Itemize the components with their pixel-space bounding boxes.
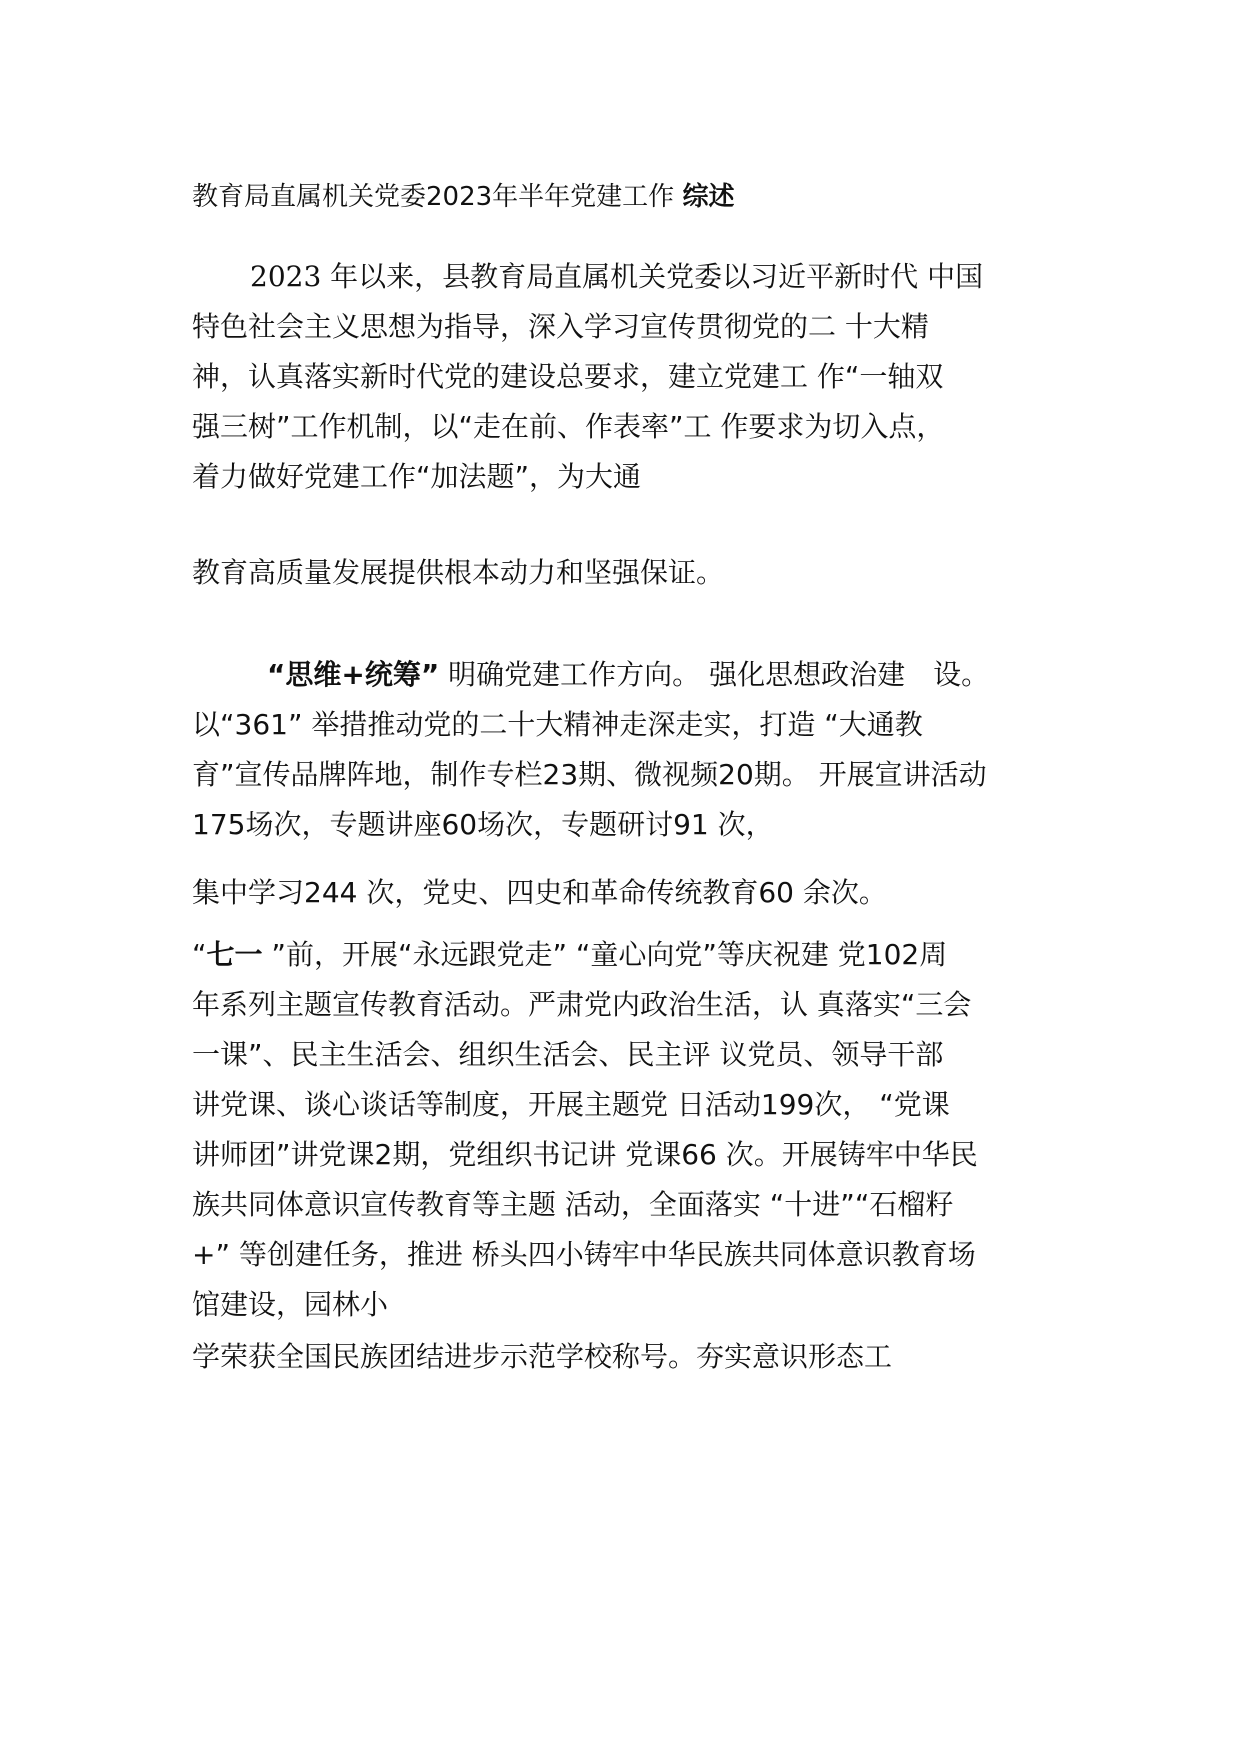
paragraph-line: 育”宣传品牌阵地，制作专栏23期、微视频20期。 开展宣讲活动 <box>192 758 987 791</box>
paragraph-line: 年系列主题宣传教育活动。严肃党内政治生活，认 真落实“三会 <box>192 988 972 1021</box>
paragraph-line: 特色社会主义思想为指导，深入学习宣传贯彻党的二 十大精 <box>192 310 929 343</box>
title-bold: 综述 <box>682 182 735 212</box>
paragraph-line: 175场次，专题讲座60场次，专题研讨91 次， <box>192 808 774 841</box>
paragraph-line: +” 等创建任务，推进 桥头四小铸牢中华民族共同体意识教育场 <box>192 1238 976 1271</box>
paragraph-line: 神，认真落实新时代党的建设总要求，建立党建工 作“一轴双 <box>192 360 944 393</box>
paragraph-line: 强三树”工作机制，以“走在前、作表率”工 作要求为切入点， <box>192 410 945 443</box>
title-main: 教育局直属机关党委2023年半年党建工作 <box>192 182 675 212</box>
paragraph-line: 集中学习244 次，党史、四史和革命传统教育60 余次。 <box>192 876 887 909</box>
paragraph-1-continued <box>192 548 1092 598</box>
paragraph-line: 教育高质量发展提供根本动力和坚强保证。 <box>192 556 725 589</box>
paragraph-3-continued <box>192 1332 1092 1382</box>
paragraph-2 <box>192 650 1092 850</box>
paragraph-1 <box>192 252 1092 502</box>
paragraph-line: “七一 ”前，开展“永远跟党走” “童心向党”等庆祝建 党102周 <box>192 938 948 971</box>
paragraph-line: 以“361” 举措推动党的二十大精神走深走实，打造 “大通教 <box>192 708 923 741</box>
paragraph-3 <box>192 930 1092 1330</box>
paragraph-2-continued <box>192 868 1092 918</box>
paragraph-line: 讲党课、谈心谈话等制度，开展主题党 日活动199次， “党课 <box>192 1088 950 1121</box>
document-title <box>192 180 1092 214</box>
paragraph-line: 一课”、民主生活会、组织生活会、民主评 议党员、领导干部 <box>192 1038 944 1071</box>
paragraph-line: 2023 年以来，县教育局直属机关党委以习近平新时代 中国 <box>250 260 984 293</box>
paragraph-line: 族共同体意识宣传教育等主题 活动，全面落实 “十进”“石榴籽 <box>192 1188 954 1221</box>
paragraph-line: 着力做好党建工作“加法题”，为大通 <box>192 460 642 493</box>
paragraph-line: 馆建设，园林小 <box>192 1288 389 1321</box>
paragraph-line: 学荣获全国民族团结进步示范学校称号。夯实意识形态工 <box>192 1340 893 1373</box>
paragraph-line: “思维+统筹” 明确党建工作方向。 强化思想政治建 设。 <box>267 658 990 691</box>
paragraph-line: 讲师团”讲党课2期，党组织书记讲 党课66 次。开展铸牢中华民 <box>192 1138 978 1171</box>
